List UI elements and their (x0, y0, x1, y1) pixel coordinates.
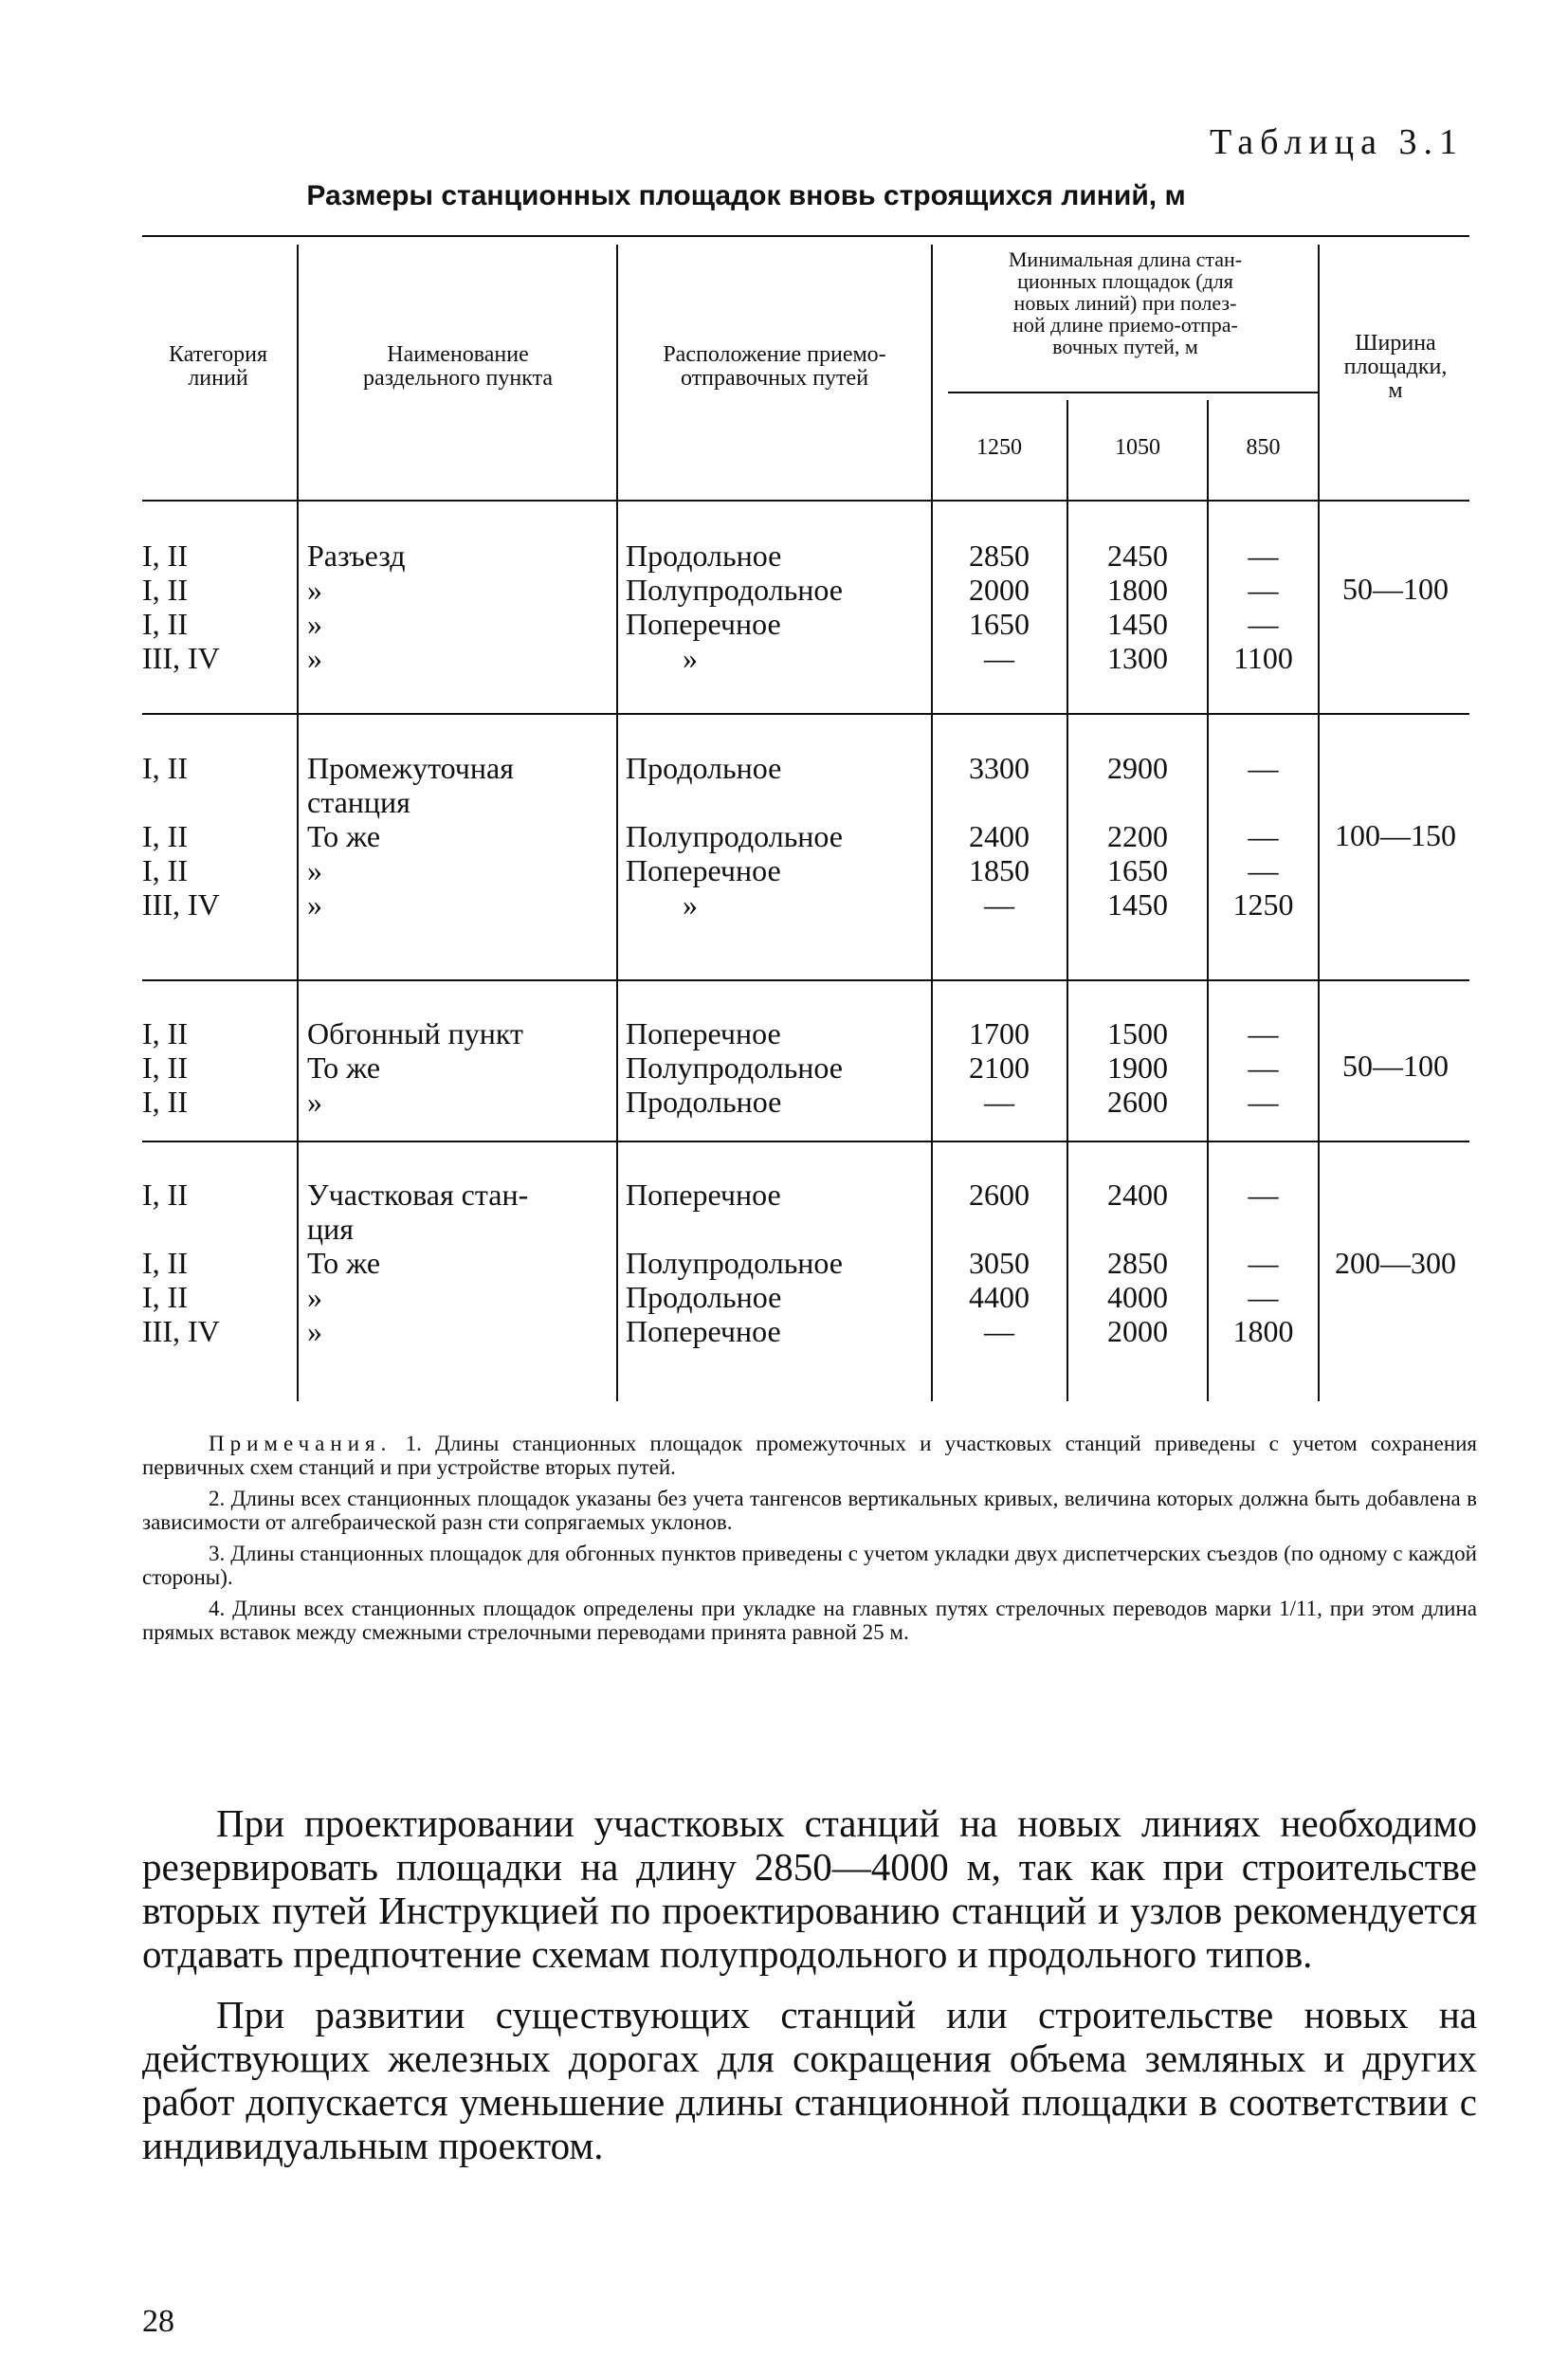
col-divider-2 (616, 245, 618, 1401)
g2-v1050: 2900 2200 1650 1450 (1107, 751, 1168, 922)
group-rule-3 (142, 1141, 1469, 1142)
g4-width: 200—300 (1335, 1246, 1456, 1280)
note-1-text: 1. Длины станционных площадок промежуточных и участковых станций приведены с учетом сохранения первичных схем станций и при устройстве вторых путей. (142, 1432, 1478, 1479)
header-category: Категория линий (169, 342, 267, 391)
g1-v850: — — — 1100 (1233, 539, 1293, 675)
g2-cat: I, II I, II I, II III, IV (142, 751, 220, 922)
g1-name: Разъезд » » » (307, 539, 406, 675)
g1-v1050: 2450 1800 1450 1300 (1107, 539, 1168, 675)
header-850: 850 (1246, 435, 1281, 460)
header-bottom-rule (142, 500, 1469, 502)
g2-width: 100—150 (1335, 818, 1456, 852)
table-top-rule (142, 235, 1469, 237)
header-width: Ширина площадки, м (1343, 331, 1448, 403)
g3-v1050: 1500 1900 2600 (1107, 1016, 1168, 1119)
note-1 (142, 1432, 1477, 1479)
g1-v1250: 2850 2000 1650 — (969, 539, 1030, 675)
header-tracks: Расположение приемо- отправочных путей (663, 342, 886, 391)
g2-name: Промежуточная станция То же » » (307, 751, 514, 922)
g4-v1050: 2400 2850 4000 2000 (1107, 1178, 1168, 1348)
g4-name: Участковая стан- ция То же » » (307, 1178, 529, 1348)
g4-cat: I, II I, II I, II III, IV (142, 1178, 220, 1348)
g2-v1250: 3300 2400 1850 — (969, 751, 1030, 922)
header-1250: 1250 (976, 435, 1022, 460)
g1-pos: Продольное Полупродольное Поперечное » (626, 539, 843, 675)
table-label: Таблица 3.1 (1209, 122, 1464, 162)
body-text (142, 1801, 1477, 2184)
g4-v850: — — — 1800 (1232, 1178, 1294, 1348)
g3-v850: — — — (1248, 1016, 1279, 1119)
g1-cat: I, II I, II I, II III, IV (142, 539, 220, 675)
page-number: 28 (142, 2304, 174, 2339)
note-2: 2. Длины всех станционных площадок указаны без учета тангенсов вертикальных кривых, величина которых должна быть добавлена в зависимости от алгебраической разн сти сопрягаемых уклонов. (142, 1487, 1477, 1534)
notes-lead: Примечания. (209, 1432, 392, 1455)
paragraph-1: При проектировании участковых станций на новых линиях необходимо резервировать площадки на длину 2850—4000 м, так как при строительстве вторых путей Инструкцией по проектированию станций и узлов рекомендуется отдавать предпочтение схемам полупродольного и продольного типов. (142, 1801, 1477, 1976)
g3-pos: Поперечное Полупродольное Продольное (626, 1016, 843, 1119)
paragraph-2: При развитии существующих станций или строительстве новых на действующих железных дорогах для сокращения объема земляных и других работ допускается уменьшение длины станционной площадки в соответствии с индивидуальным проектом. (142, 1993, 1477, 2167)
g3-name: Обгонный пункт То же » (307, 1016, 523, 1119)
g3-width: 50—100 (1342, 1049, 1449, 1083)
group-rule-1 (142, 713, 1469, 715)
g1-width: 50—100 (1342, 572, 1449, 606)
g4-pos: Поперечное Полупродольное Продольное Поперечное (626, 1178, 843, 1348)
header-station: Наименование раздельного пункта (362, 342, 554, 391)
g3-cat: I, II I, II I, II (142, 1016, 188, 1119)
g3-v1250: 1700 2100 — (969, 1016, 1030, 1119)
group-rule-2 (142, 979, 1469, 981)
g2-v850: — — — 1250 (1232, 751, 1294, 922)
g2-pos: Продольное Полупродольное Поперечное » (626, 751, 843, 922)
g4-v1250: 2600 3050 4400 — (969, 1178, 1030, 1348)
note-3: 3. Длины станционных площадок для обгонных пунктов приведены с учетом укладки двух диспетчерских съездов (по одному с каждой стороны). (142, 1542, 1477, 1589)
col-divider-1 (297, 245, 299, 1401)
note-4: 4. Длины всех станционных площадок определены при укладке на главных путях стрелочных переводов марки 1/11, при этом длина прямых вставок между смежными стрелочными переводами принята равной 25 м. (142, 1597, 1477, 1644)
header-min-length: Минимальная длина стан- ционных площадок (для новых линий) при полез- ной длине приемо-отпра- вочных путей, м (1008, 247, 1243, 358)
table-notes (142, 1432, 1477, 1652)
header-1050: 1050 (1115, 435, 1160, 460)
subheader-rule (948, 392, 1318, 393)
table-title: Размеры станционных площадок вновь строящихся линий, м (306, 180, 1186, 211)
